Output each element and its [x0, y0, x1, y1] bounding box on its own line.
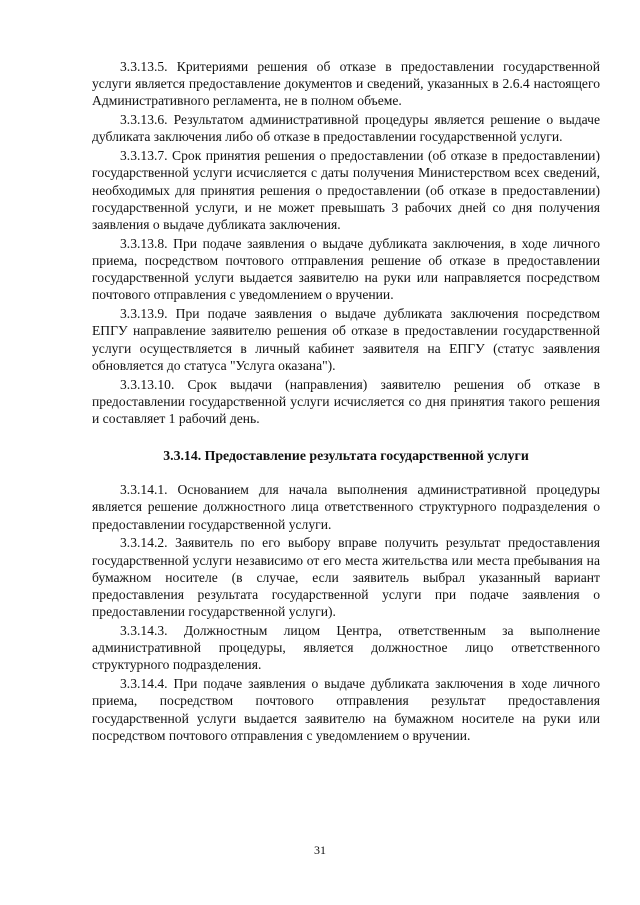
paragraph-3-3-13-7: 3.3.13.7. Срок принятия решения о предоставлении (об отказе в предоставлении) государственной услуги исчисляется с даты получения Министерством всех сведений, необходимых для принятия решения о предоставлении (об отказе в предоставлении) государственной услуги, и не может превышать 3 рабочих дней со дня получения заявления о выдаче дубликата заключения. [92, 148, 600, 233]
paragraph-3-3-14-1: 3.3.14.1. Основанием для начала выполнения административной процедуры является решение должностного лица ответственного структурного подразделения о предоставлении государственной услуги. [92, 482, 600, 532]
paragraph-3-3-13-9: 3.3.13.9. При подаче заявления о выдаче дубликата заключения посредством ЕПГУ направление заявителю решения об отказе в предоставлении государственной услуги осуществляется в личный кабинет заявителя на ЕПГУ (статус заявления обновляется до статуса "Услуга оказана"). [92, 306, 600, 373]
paragraph-3-3-14-3: 3.3.14.3. Должностным лицом Центра, ответственным за выполнение административной процедуры, является должностное лицо ответственного структурного подразделения. [92, 623, 600, 673]
paragraph-3-3-14-4: 3.3.14.4. При подаче заявления о выдаче дубликата заключения в ходе личного приема, посредством почтового отправления результат предоставления государственной услуги выдается заявителю на бумажном носителе на руки или посредством почтового отправления с уведомлением о вручении. [92, 676, 600, 743]
page-content [92, 58, 600, 746]
paragraph-3-3-14-2: 3.3.14.2. Заявитель по его выбору вправе получить результат предоставления государственной услуги независимо от его места жительства или места пребывания на бумажном носителе (в случае, если заявитель выбрал указанный вариант предоставления результата государственной услуги при подаче заявления о предоставлении государственной услуги). [92, 535, 600, 620]
paragraph-3-3-13-10: 3.3.13.10. Срок выдачи (направления) заявителю решения об отказе в предоставлении государственной услуги исчисляется со дня принятия такого решения и составляет 1 рабочий день. [92, 376, 600, 427]
paragraph-3-3-13-5: 3.3.13.5. Критериями решения об отказе в предоставлении государственной услуги является предоставление документов и сведений, указанных в 2.6.4 настоящего Административного регламента, не в полном объеме. [92, 59, 600, 109]
paragraph-3-3-13-8: 3.3.13.8. При подаче заявления о выдаче дубликата заключения, в ходе личного приема, посредством почтового отправления решение об отказе в предоставлении государственной услуги выдается заявителю на руки или направляется посредством почтового отправления с уведомлением о вручении. [92, 235, 600, 303]
section-heading: 3.3.14. Предоставление результата государственной услуги [163, 448, 529, 464]
paragraph-3-3-13-6: 3.3.13.6. Результатом административной процедуры является решение о выдаче дубликата заключения либо об отказе в предоставлении государственной услуги. [92, 112, 600, 145]
page-number: 31 [314, 843, 326, 857]
